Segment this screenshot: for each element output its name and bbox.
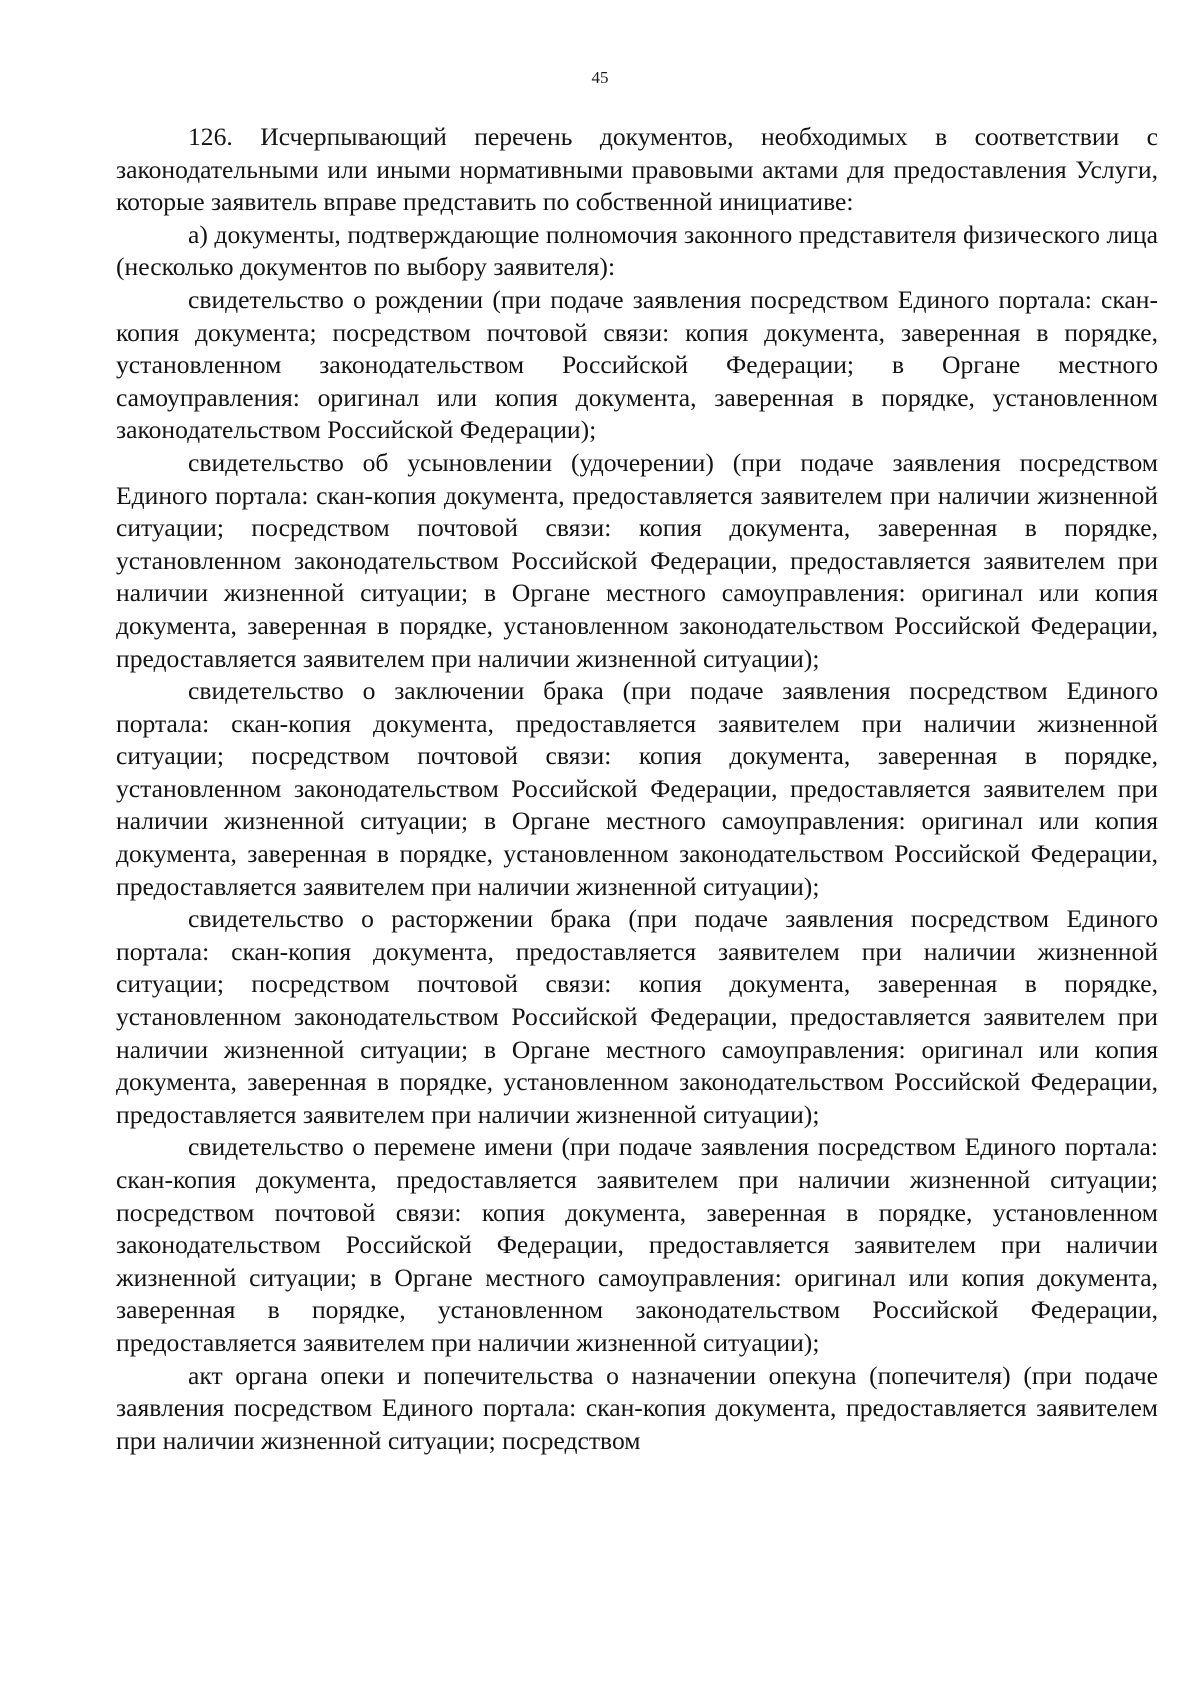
paragraph-divorce-certificate: свидетельство о расторжении брака (при подаче заявления посредством Единого портала: скан-копия документа, предоставляется заявителем при наличии жизненной ситуации; посредством почтовой связи: копия документа, заверенная в порядке, установленном законодательством Российской Федерации, предоставляется заявителем при наличии жизненной ситуации; в Органе местного самоуправления: оригинал или копия документа, заверенная в порядке, установленном законодательством Российской Федерации, предоставляется заявителем при наличии жизненной ситуации); bbox=[116, 904, 1158, 1129]
paragraph-name-change-certificate: свидетельство о перемене имени (при подаче заявления посредством Единого портала: скан-копия документа, предоставляется заявителем при наличии жизненной ситуации; посредством почтовой связи: копия документа, заверенная в порядке, установленном законодательством Российской Федерации, предоставляется заявителем при наличии жизненной ситуации; в Органе местного самоуправления: оригинал или копия документа, заверенная в порядке, установленном законодательством Российской Федерации, предоставляется заявителем при наличии жизненной ситуации); bbox=[116, 1132, 1158, 1357]
paragraph-guardianship-act: акт органа опеки и попечительства о назначении опекуна (попечителя) (при подаче заявления посредством Единого портала: скан-копия документа, предоставляется заявителем при наличии жизненной ситуации; посредством bbox=[116, 1360, 1158, 1455]
paragraph-adoption-certificate: свидетельство об усыновлении (удочерении) (при подаче заявления посредством Единого портала: скан-копия документа, предоставляется заявителем при наличии жизненной ситуации; посредством почтовой связи: копия документа, заверенная в порядке, установленном законодательством Российской Федерации, предоставляется заявителем при наличии жизненной ситуации; в Органе местного самоуправления: оригинал или копия документа, заверенная в порядке, установленном законодательством Российской Федерации, предоставляется заявителем при наличии жизненной ситуации); bbox=[116, 447, 1158, 673]
paragraph-clause-126: 126. Исчерпывающий перечень документов, необходимых в соответствии с законодательными или иными нормативными правовыми актами для предоставления Услуги, которые заявитель вправе представить по собственной инициативе: bbox=[116, 122, 1158, 217]
document-body bbox=[116, 121, 1158, 1457]
paragraph-birth-certificate: свидетельство о рождении (при подаче заявления посредством Единого портала: скан-копия документа; посредством почтовой связи: копия документа, заверенная в порядке, установленном законодательством Российской Федерации; в Органе местного самоуправления: оригинал или копия документа, заверенная в порядке, установленном законодательством Российской Федерации); bbox=[116, 284, 1158, 445]
page-number: 45 bbox=[591, 68, 609, 87]
paragraph-marriage-certificate: свидетельство о заключении брака (при подаче заявления посредством Единого портала: скан-копия документа, предоставляется заявителем при наличии жизненной ситуации; посредством почтовой связи: копия документа, заверенная в порядке, установленном законодательством Российской Федерации, предоставляется заявителем при наличии жизненной ситуации; в Органе местного самоуправления: оригинал или копия документа, заверенная в порядке, установленном законодательством Российской Федерации, предоставляется заявителем при наличии жизненной ситуации); bbox=[116, 676, 1158, 901]
paragraph-subclause-a: а) документы, подтверждающие полномочия законного представителя физического лица (несколько документов по выбору заявителя): bbox=[116, 219, 1158, 282]
